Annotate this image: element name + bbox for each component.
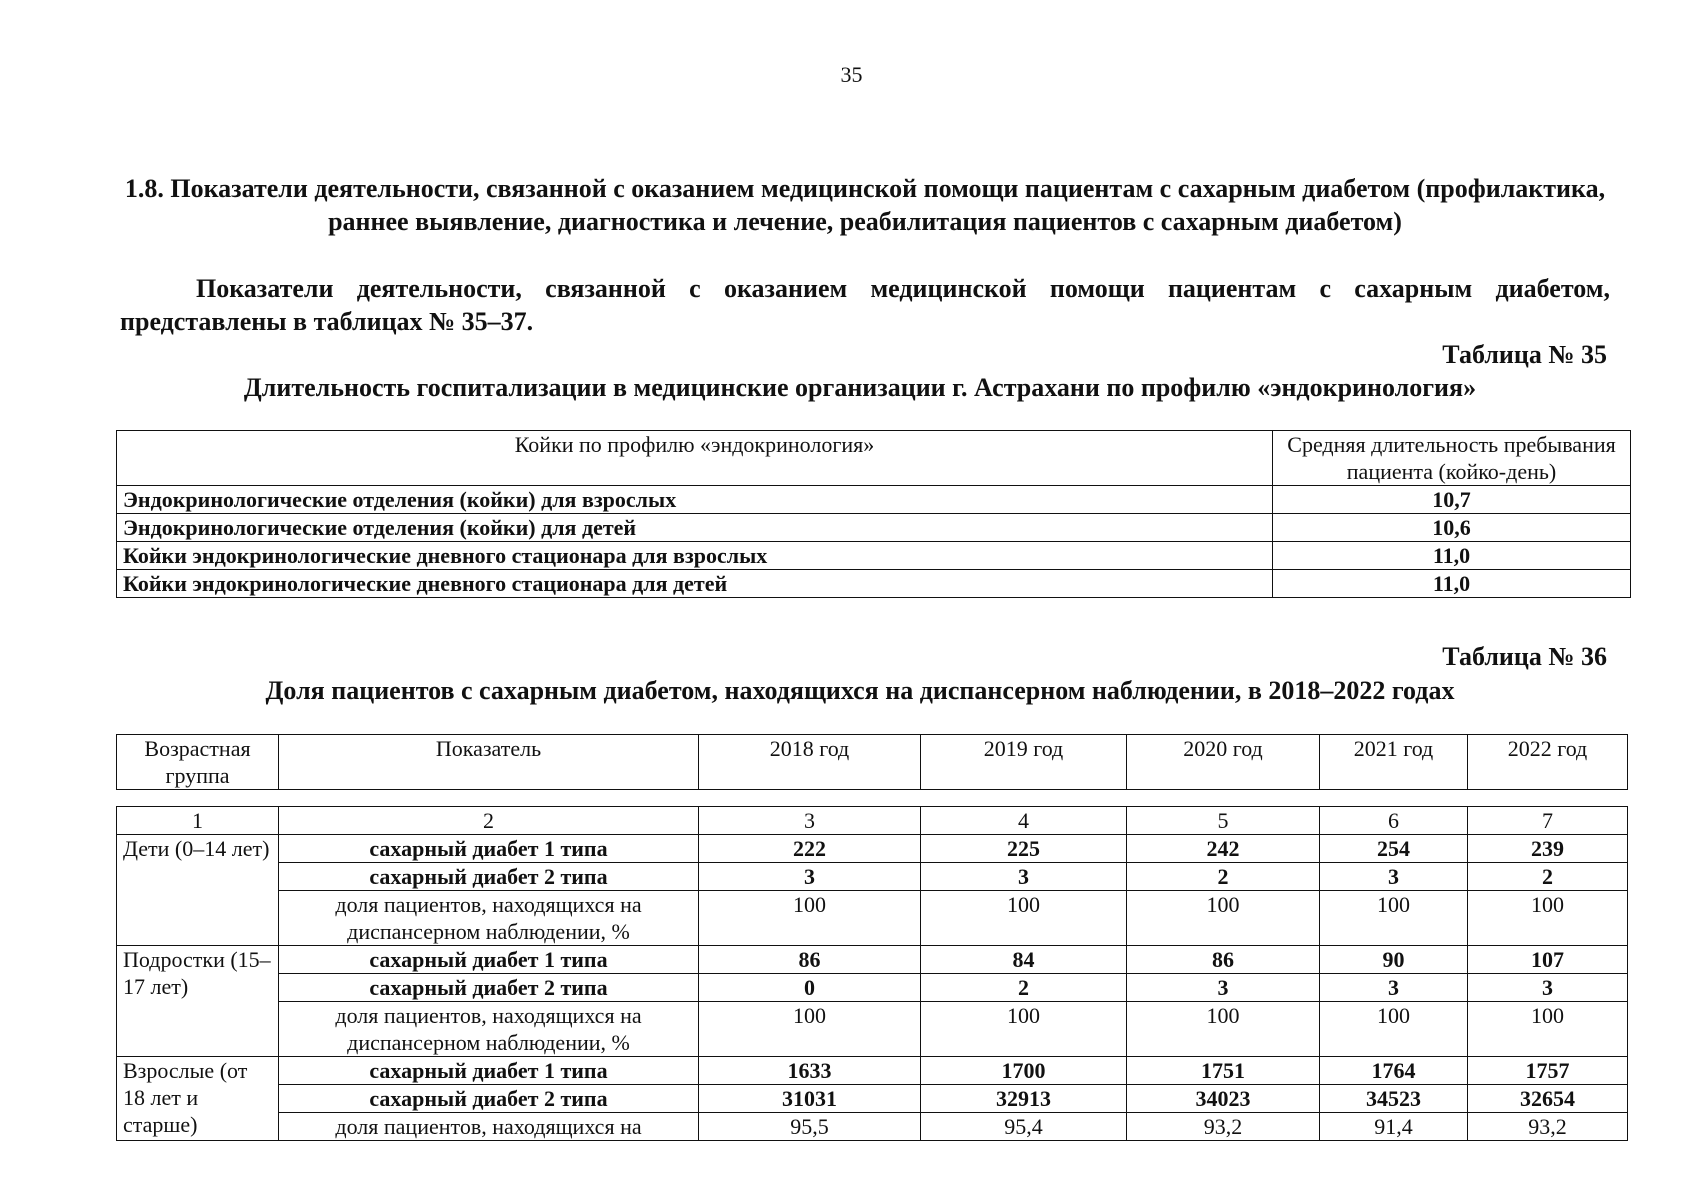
value-cell: 34023 — [1127, 1085, 1320, 1113]
table-row — [117, 835, 1628, 863]
value-cell: 1757 — [1468, 1057, 1628, 1085]
indicator-label: сахарный диабет 1 типа — [279, 1057, 699, 1085]
indicator-label: доля пациентов, находящихся на диспансерном наблюдении, % — [279, 891, 699, 946]
value-cell: 100 — [1468, 891, 1628, 946]
value-cell: 32913 — [921, 1085, 1127, 1113]
column-header: 2020 год — [1127, 735, 1320, 790]
value-cell: 100 — [921, 891, 1127, 946]
row-label: Койки эндокринологические дневного стационара для взрослых — [117, 542, 1273, 570]
column-header: Показатель — [279, 735, 699, 790]
indicator-label: доля пациентов, находящихся на диспансерном наблюдении, % — [279, 1002, 699, 1057]
table-header-row — [117, 431, 1631, 486]
value-cell: 3 — [1127, 974, 1320, 1002]
intro-paragraph: Показатели деятельности, связанной с оказанием медицинской помощи пациентам с сахарным диабетом, представлены в таблицах № 35–37. — [120, 274, 1610, 336]
value-cell: 93,2 — [1127, 1113, 1320, 1141]
value-cell: 100 — [1468, 1002, 1628, 1057]
table-row — [117, 1085, 1628, 1113]
column-number: 4 — [921, 807, 1127, 835]
indicator-label: сахарный диабет 2 типа — [279, 863, 699, 891]
table-header-row — [117, 735, 1628, 790]
indicator-label: сахарный диабет 2 типа — [279, 1085, 699, 1113]
row-label: Эндокринологические отделения (койки) для детей — [117, 514, 1273, 542]
column-header: 2021 год — [1320, 735, 1468, 790]
indicator-label: сахарный диабет 2 типа — [279, 974, 699, 1002]
column-number: 5 — [1127, 807, 1320, 835]
value-cell: 225 — [921, 835, 1127, 863]
value-cell: 100 — [1127, 891, 1320, 946]
value-cell: 1633 — [699, 1057, 921, 1085]
value-cell: 86 — [699, 946, 921, 974]
value-cell: 107 — [1468, 946, 1628, 974]
value-cell: 100 — [1127, 1002, 1320, 1057]
row-value: 11,0 — [1273, 542, 1631, 570]
value-cell: 86 — [1127, 946, 1320, 974]
column-header: 2022 год — [1468, 735, 1628, 790]
table-36-header — [116, 734, 1628, 790]
table-row — [117, 514, 1631, 542]
value-cell: 84 — [921, 946, 1127, 974]
value-cell: 0 — [699, 974, 921, 1002]
column-header: Койки по профилю «эндокринология» — [117, 431, 1273, 486]
column-header: 2019 год — [921, 735, 1127, 790]
value-cell: 2 — [921, 974, 1127, 1002]
table-row — [117, 974, 1628, 1002]
column-number: 7 — [1468, 807, 1628, 835]
row-label: Койки эндокринологические дневного стационара для детей — [117, 570, 1273, 598]
value-cell: 242 — [1127, 835, 1320, 863]
table-row — [117, 1113, 1628, 1141]
table-36 — [116, 806, 1628, 1141]
value-cell: 100 — [699, 891, 921, 946]
value-cell: 3 — [1468, 974, 1628, 1002]
table-row — [117, 1057, 1628, 1085]
age-group-cell: Взрослые (от 18 лет и старше) — [117, 1057, 279, 1141]
age-group-cell: Подростки (15–17 лет) — [117, 946, 279, 1057]
column-number: 3 — [699, 807, 921, 835]
value-cell: 222 — [699, 835, 921, 863]
value-cell: 95,5 — [699, 1113, 921, 1141]
value-cell: 239 — [1468, 835, 1628, 863]
value-cell: 32654 — [1468, 1085, 1628, 1113]
value-cell: 3 — [921, 863, 1127, 891]
value-cell: 95,4 — [921, 1113, 1127, 1141]
value-cell: 100 — [921, 1002, 1127, 1057]
section-heading: 1.8. Показатели деятельности, связанной с оказанием медицинской помощи пациентам с сахарным диабетом (профилактика, раннее выявление, диагностика и лечение, реабилитация пациентов с сахарным диабетом) — [124, 174, 1606, 236]
table-row — [117, 946, 1628, 974]
page-number: 35 — [840, 62, 863, 87]
table-35 — [116, 430, 1631, 598]
value-cell: 90 — [1320, 946, 1468, 974]
value-cell: 2 — [1468, 863, 1628, 891]
value-cell: 3 — [699, 863, 921, 891]
value-cell: 100 — [699, 1002, 921, 1057]
value-cell: 31031 — [699, 1085, 921, 1113]
indicator-label: доля пациентов, находящихся на — [279, 1113, 699, 1141]
table-36-caption: Доля пациентов с сахарным диабетом, находящихся на диспансерном наблюдении, в 2018–2022 годах — [265, 676, 1455, 705]
age-group-cell: Дети (0–14 лет) — [117, 835, 279, 946]
column-header: 2018 год — [699, 735, 921, 790]
column-number: 1 — [117, 807, 279, 835]
column-number: 6 — [1320, 807, 1468, 835]
table-row — [117, 542, 1631, 570]
column-number: 2 — [279, 807, 699, 835]
value-cell: 1700 — [921, 1057, 1127, 1085]
value-cell: 3 — [1320, 974, 1468, 1002]
table-35-caption: Длительность госпитализации в медицинские организации г. Астрахани по профилю «эндокринология» — [243, 373, 1477, 402]
row-value: 11,0 — [1273, 570, 1631, 598]
column-number-row — [117, 807, 1628, 835]
value-cell: 2 — [1127, 863, 1320, 891]
table-row — [117, 486, 1631, 514]
table-row — [117, 570, 1631, 598]
row-value: 10,7 — [1273, 486, 1631, 514]
value-cell: 100 — [1320, 891, 1468, 946]
indicator-label: сахарный диабет 1 типа — [279, 946, 699, 974]
row-label: Эндокринологические отделения (койки) для взрослых — [117, 486, 1273, 514]
column-header: Возрастная группа — [117, 735, 279, 790]
value-cell: 91,4 — [1320, 1113, 1468, 1141]
indicator-label: сахарный диабет 1 типа — [279, 835, 699, 863]
table-35-label: Таблица № 35 — [1442, 340, 1607, 369]
table-36-label: Таблица № 36 — [1442, 642, 1607, 671]
value-cell: 1764 — [1320, 1057, 1468, 1085]
value-cell: 3 — [1320, 863, 1468, 891]
row-value: 10,6 — [1273, 514, 1631, 542]
table-row — [117, 863, 1628, 891]
table-row — [117, 1002, 1628, 1057]
value-cell: 100 — [1320, 1002, 1468, 1057]
column-header: Средняя длительность пребывания пациента (койко-день) — [1273, 431, 1631, 486]
value-cell: 34523 — [1320, 1085, 1468, 1113]
value-cell: 93,2 — [1468, 1113, 1628, 1141]
value-cell: 1751 — [1127, 1057, 1320, 1085]
value-cell: 254 — [1320, 835, 1468, 863]
table-row — [117, 891, 1628, 946]
